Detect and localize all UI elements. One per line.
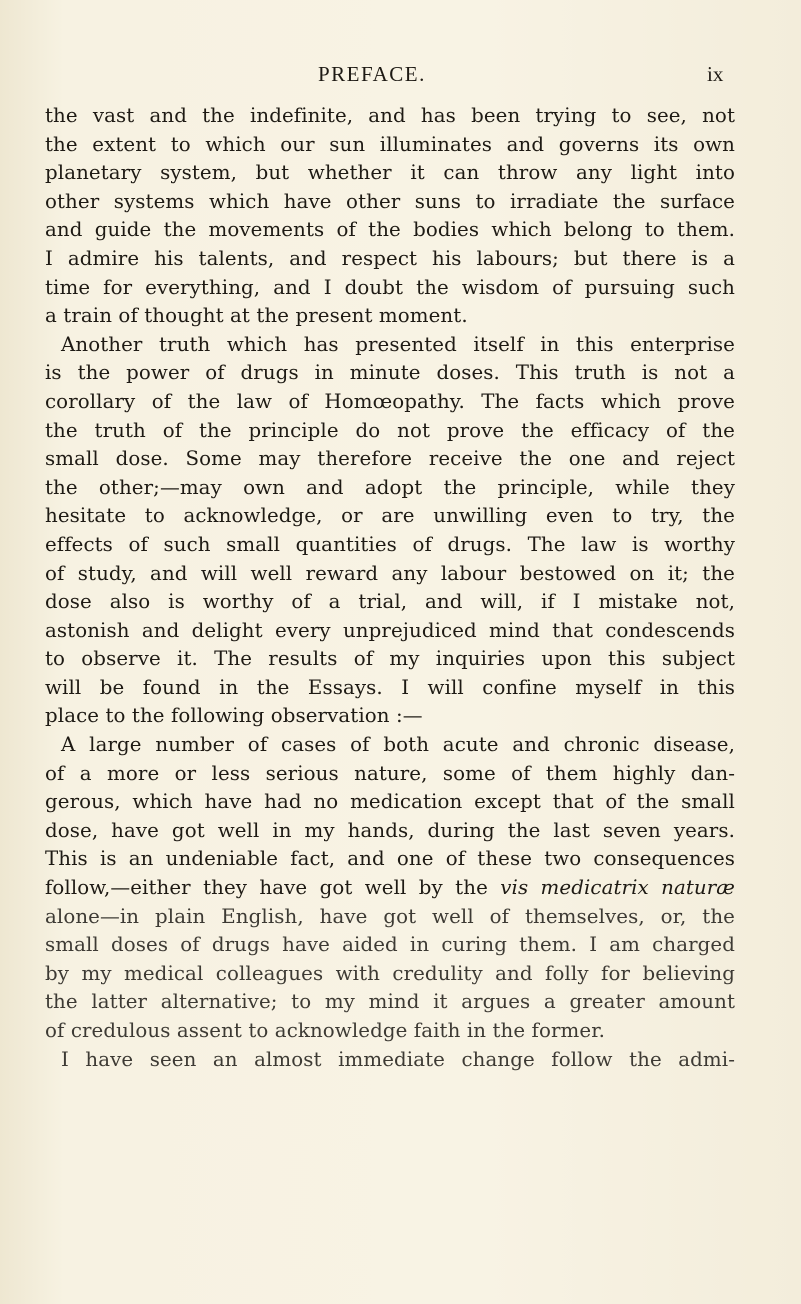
text-segment: follow,—either they have got well by the [45,876,501,900]
latin-phrase: vis medicatrix naturæ [500,876,735,900]
text-line: of a more or less serious nature, some of them highly dan- [45,761,735,785]
text-line: astonish and delight every unprejudiced mind that condescends [45,618,735,642]
running-head-title: PREFACE. [318,62,426,86]
text-line-with-latin [45,874,735,903]
text-line: the other;—may own and adopt the principle, while they [45,475,735,499]
page-number: ix [707,62,724,86]
text-line: This is an undeniable fact, and one of these two consequences [45,847,735,871]
text-line: the extent to which our sun illuminates and governs its own [45,132,735,156]
text-line: small doses of drugs have aided in curing them. I am charged [45,933,735,957]
text-line: planetary system, but whether it can throw any light into [45,161,735,185]
text-line: dose also is worthy of a trial, and will, if I mistake not, [45,590,735,614]
text-line: gerous, which have had no medication except that of the small [45,790,735,814]
text-line: A large number of cases of both acute and chronic disease, [61,733,735,757]
text-line: effects of such small quantities of drugs. The law is worthy [45,532,735,556]
text-line: the latter alternative; to my mind it argues a greater amount [45,990,735,1014]
text-line: the vast and the indefinite, and has been trying to see, not [45,104,735,127]
text-line: corollary of the law of Homœopathy. The facts which prove [45,389,735,413]
text-line: hesitate to acknowledge, or are unwilling even to try, the [45,504,735,528]
text-line: of study, and will well reward any labour bestowed on it; the [45,561,735,585]
text-line: to observe it. The results of my inquiries upon this subject [45,647,735,671]
text-line: of credulous assent to acknowledge faith in the former. [45,1019,605,1042]
text-line: I have seen an almost immediate change follow the admi- [61,1047,735,1071]
text-line: and guide the movements of the bodies which belong to them. [45,218,735,242]
text-line: alone—in plain English, have got well of themselves, or, the [45,904,735,928]
text-line: is the power of drugs in minute doses. This truth is not a [45,361,735,385]
running-head [0,62,801,92]
text-line: small dose. Some may therefore receive the one and reject [45,447,735,471]
body-text [45,102,735,1074]
text-line: will be found in the Essays. I will confine myself in this [45,675,735,699]
text-line: a train of thought at the present moment. [45,304,468,328]
text-line: time for everything, and I doubt the wisdom of pursuing such [45,275,735,299]
text-line: place to the following observation :— [45,704,423,728]
text-line: the truth of the principle do not prove the efficacy of the [45,418,735,442]
text-line: by my medical colleagues with credulity and folly for believing [45,961,735,985]
text-line: Another truth which has presented itself in this enterprise [61,332,735,356]
text-line: dose, have got well in my hands, during the last seven years. [45,818,735,842]
text-line: I admire his talents, and respect his labours; but there is a [45,246,735,270]
text-line: other systems which have other suns to irradiate the surface [45,189,735,213]
